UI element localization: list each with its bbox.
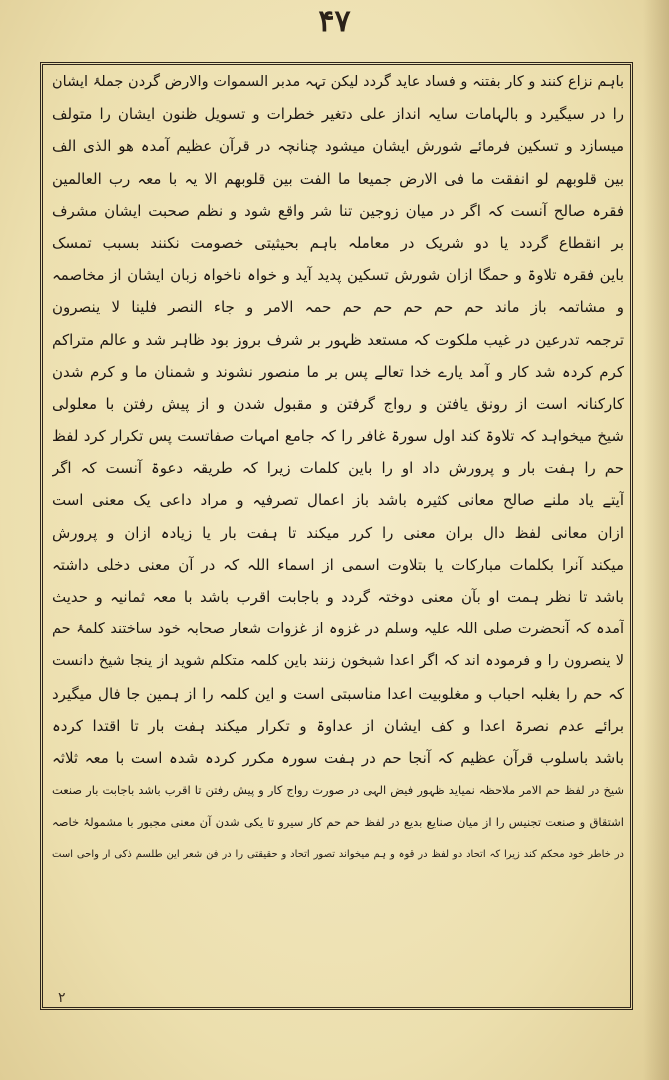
- page-edge-shadow: [643, 0, 669, 1080]
- text-line: شیخ در لفظ حم الامر ملاحظہ نمیاید ظہور فیض الہی در صورت رواج کار و پیش رفتن تا اقرب باشد باجابت بار صنعت: [52, 783, 624, 798]
- text-line: در خاطر خود محکم کند زیرا کہ اتحاد دو لفظ در قوہ و ہم میخواند تصور اتحاد و حقیقتی را در فن شعر این طلسم ذکی ار واحی است: [52, 848, 624, 860]
- text-line: حم را ہفت بار و پرورش داد او را باین کلمات زیرا کہ طریقہ دعوۃ آنست کہ اگر: [52, 459, 624, 478]
- margin-mark: ۲: [58, 990, 66, 1006]
- text-line: آمدہ کہ آنحضرت صلی اللہ علیہ وسلم در غزوہ از غزوات شعار صحابہ خود ساختند کلمۂ حم: [52, 621, 624, 638]
- text-line: ترجمہ تدرعین در غیب ملکوت کہ مستعد ظہور بر شرف بروز بود ظاہر شد و عالم متراکم: [52, 330, 624, 349]
- text-line: لا ینصرون را و فرمودہ اند کہ اگر اعدا شبخون زنند باین کلمہ متکلم شوید از ینجا شیخ دانست: [52, 653, 624, 670]
- text-line: برائے عدم نصرۃ اعدا و کف ایشان از عداوۃ و تکرار میکند ہفت بار تا اقتدا کردہ: [52, 716, 624, 735]
- text-line: باشد تا نظر ہمت او بآن معنی دوختہ گردد و باجابت اقرب باشد با معہ ثمانیہ و حدیث: [52, 588, 624, 606]
- text-line: و مشاتمہ باز ماند حم حم حم حم حم حمہ الامر و جاء النصر فلینا لا ینصرون: [52, 298, 624, 317]
- text-line: کارکنانہ است از رونق یافتن و رواج گرفتن و مقبول شدن و از پیش رفتن با معلولی: [52, 394, 624, 413]
- text-line: باہم نزاع کنند و کار بفتنہ و فساد عاید گردد لیکن تہہ مدبر السموات والارض گردن جملۂ ایشان: [52, 74, 624, 90]
- text-line: میکند آنرا بکلمات مبارکات یا بتلاوت اسمی از اسماء اللہ کہ در آن معنی دخلی داشتہ: [52, 555, 624, 574]
- text-line: اشتقاق و صنعت تجنیس را از میان صنایع بدیع در لفظ حم حم کار سیرو تا یکی شدن آن معنی مجبور با مشمولۂ خاصہ: [52, 815, 624, 830]
- text-line: را در سیگیرد و بالہامات سایہ انداز علی دتغیر خطرات و تسویل ظنون ایشان را متولف: [52, 105, 624, 124]
- text-line: باین فقرہ تلاوۃ و حمگا ازان شورش تسکین پدید آید و خواہ ناخواہ زبان ایشان از مخاصمہ: [52, 266, 624, 285]
- text-line: میسازد و تسکین فرمائے شورش ایشان میشود چنانچہ در قرآن عظیم آمدہ ھو الذی الف: [52, 137, 624, 156]
- text-line: بر انقطاع گردد یا دو شریک در معاملہ باہم بحیثیتی خصومت نکنند بسبب تمسک: [52, 233, 624, 252]
- text-line: کہ حم را بغلبہ احباب و مغلوبیت اعدا مناسبتی است و این کلمہ را از ہمین جا فال میگیرد: [52, 684, 624, 703]
- text-line: شیخ میخواہد کہ تلاوۃ کند اول سورۃ غافر را کہ جامع امہات صفاتست پس تکرار کرد لفظ: [52, 427, 624, 446]
- text-block: [52, 66, 624, 1006]
- text-line: ازان معانی لفظ دال بران معنی را کرر میکند تا ہفت بار یا زیادہ ازان و پرورش: [52, 523, 624, 542]
- text-line: باشد باسلوب قرآن عظیم کہ آنجا حم در ہفت سورہ مکرر کردہ شدہ است با معہ ثلاثہ: [52, 748, 624, 767]
- text-line: آیتے یاد ملنے صالح معانی کثیرہ باشد باز اعمال تصرفیہ و مراد داعی یک معنی است: [52, 491, 624, 510]
- text-line: فقرہ صالح آنست کہ اگر در میان زوجین تنا شر واقع شود و نظم صحبت ایشان مشرف: [52, 201, 624, 220]
- text-line: کرم کردہ شد کار و آمد یارے خدا تعالے پس بر ما منصور نشوند و شمنان ما و کرم شدن: [52, 362, 624, 381]
- page-number: ۴۷: [318, 4, 351, 39]
- text-line: بین قلوبھم لو انفقت ما فی الارض جمیعا ما الفت بین قلوبھم الا یہ با معہ رب العالمین: [52, 169, 624, 188]
